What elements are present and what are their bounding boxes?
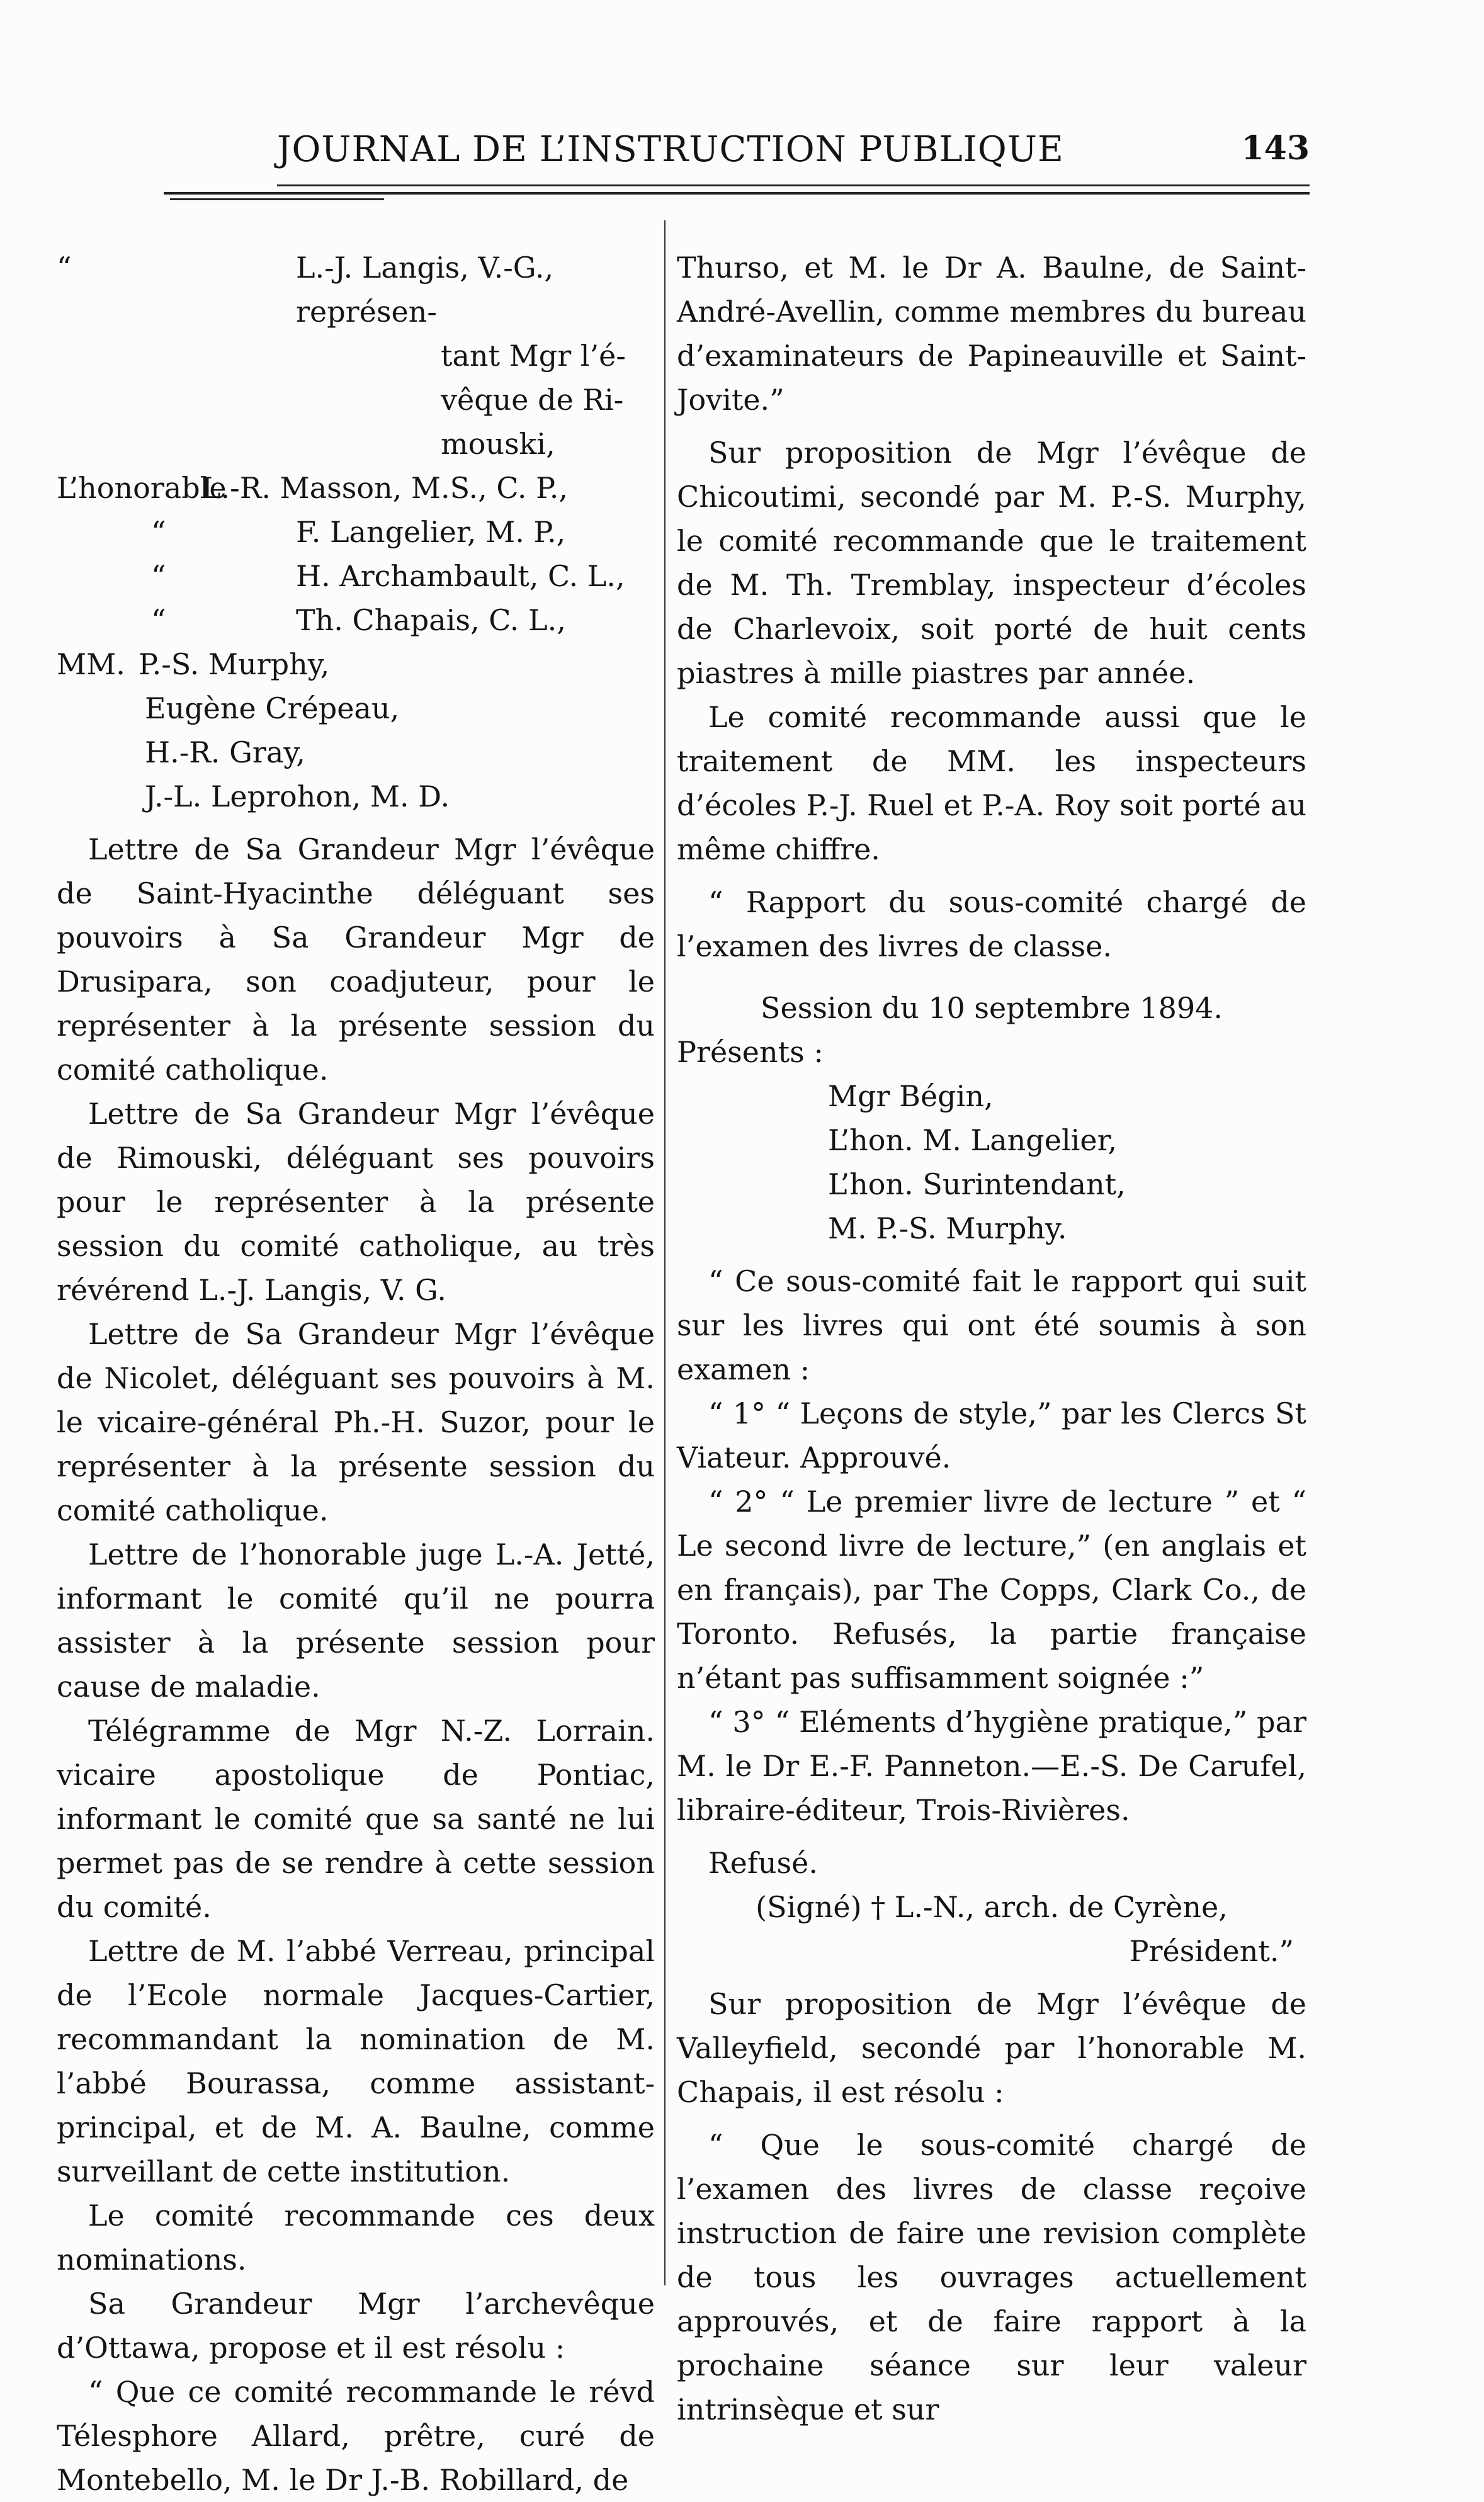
member-prefix: L’honorable xyxy=(57,471,227,505)
member-entry xyxy=(57,466,655,510)
refused-note: Refusé. xyxy=(708,1846,818,1880)
paragraph: Thurso, et M. le Dr A. Baulne, de Saint-André-Avellin, comme membres du bureau d’examinateurs de Papineauville et Saint-Jovite.” xyxy=(677,251,1306,417)
member-name: H.-R. Gray, xyxy=(145,735,305,769)
presents-label: Présents : xyxy=(677,1035,824,1069)
member-entry xyxy=(57,246,655,334)
present-member: L’hon. Surintendant, xyxy=(828,1167,1126,1201)
header-rule-double xyxy=(164,192,1310,195)
right-column xyxy=(677,246,1306,2431)
member-name: L.-R. Masson, M.S., C. P., xyxy=(201,471,569,505)
signature: (Signé) † L.-N., arch. de Cyrène, xyxy=(756,1890,1228,1924)
paragraph: Le comité recommande aussi que le traitement de MM. les inspecteurs d’écoles P.-J. Ruel et P.-A. Roy soit porté au même chiffre. xyxy=(677,700,1306,866)
paragraph: Sur proposition de Mgr l’évêque de Valleyfield, secondé par l’honorable M. Chapais, il est résolu : xyxy=(677,1987,1306,2109)
member-name: Th. Chapais, C. L., xyxy=(296,603,566,637)
member-name: H. Archambault, C. L., xyxy=(296,559,625,593)
page-number: 143 xyxy=(1241,129,1310,167)
member-name: F. Langelier, M. P., xyxy=(296,515,566,549)
present-member: L’hon. M. Langelier, xyxy=(828,1123,1118,1157)
member-name: mouski, xyxy=(441,427,555,461)
paragraph: Lettre de Sa Grandeur Mgr l’évêque de Rimouski, déléguant ses pouvoirs pour le représenter à la présente session du comité catholique, au très révérend L.-J. Langis, V. G. xyxy=(57,1097,655,1307)
paragraph: Lettre de Sa Grandeur Mgr l’évêque de Saint-Hyacinthe déléguant ses pouvoirs à Sa Grandeur Mgr de Drusipara, son coadjuteur, pour le représenter à la présente session du comité catholique. xyxy=(57,832,655,1087)
paragraph: “ 1° “ Leçons de style,” par les Clercs St Viateur. Approuvé. xyxy=(677,1396,1306,1475)
member-entry xyxy=(57,642,655,686)
paragraph: Le comité recommande ces deux nominations. xyxy=(57,2199,655,2277)
member-name: L.-J. Langis, V.-G., représen- xyxy=(296,251,554,329)
session-heading: Session du 10 septembre 1894. xyxy=(760,991,1223,1025)
header-rule xyxy=(277,184,1310,186)
ditto-mark: “ xyxy=(151,515,166,549)
paragraph: Télégramme de Mgr N.-Z. Lorrain. vicaire apostolique de Pontiac, informant le comité que sa santé ne lui permet pas de se rendre à cette session du comité. xyxy=(57,1714,655,1924)
presents-list xyxy=(677,1074,1306,1250)
paragraph: “ 3° “ Eléments d’hygiène pratique,” par M. le Dr E.-F. Panneton.—E.-S. De Carufel, libraire-éditeur, Trois-Rivières. xyxy=(677,1705,1306,1827)
journal-title: JOURNAL DE L’INSTRUCTION PUBLIQUE xyxy=(277,129,1064,170)
paragraph: “ Que le sous-comité chargé de l’examen des livres de classe reçoive instruction de faire une revision complète de tous les ouvrages actuellement approuvés, et de faire rapport à la prochaine séance sur leur valeur intrinsèque et sur xyxy=(677,2128,1306,2426)
ditto-mark: “ xyxy=(57,251,72,285)
member-entry xyxy=(57,598,655,642)
paragraph: Sa Grandeur Mgr l’archevêque d’Ottawa, propose et il est résolu : xyxy=(57,2287,655,2365)
header-rule-short xyxy=(170,198,384,200)
paragraph: “ Rapport du sous-comité chargé de l’examen des livres de classe. xyxy=(677,885,1306,963)
left-column xyxy=(57,246,655,2502)
member-name: Eugène Crépeau, xyxy=(145,691,400,725)
paragraph: Lettre de M. l’abbé Verreau, principal de l’Ecole normale Jacques-Cartier, recommandant la nomination de M. l’abbé Bourassa, comme assistant-principal, et de M. A. Baulne, comme surveillant de cette institution. xyxy=(57,1934,655,2188)
member-entry xyxy=(57,510,655,554)
member-name: J.-L. Leprohon, M. D. xyxy=(145,779,450,813)
paragraph: “ Ce sous-comité fait le rapport qui suit sur les livres qui ont été soumis à son examen : xyxy=(677,1264,1306,1386)
present-member: Mgr Bégin, xyxy=(828,1079,994,1113)
member-prefix: MM. xyxy=(57,647,125,681)
ditto-mark: “ xyxy=(151,559,166,593)
paragraph: Lettre de Sa Grandeur Mgr l’évêque de Nicolet, déléguant ses pouvoirs à M. le vicaire-général Ph.-H. Suzor, pour le représenter à la présente session du comité catholique. xyxy=(57,1317,655,1527)
member-name: vêque de Ri- xyxy=(441,383,624,417)
column-divider xyxy=(664,220,666,2285)
signature-title: Président.” xyxy=(1129,1934,1294,1968)
members-list xyxy=(57,246,655,818)
ditto-mark: “ xyxy=(151,603,166,637)
paragraph: Lettre de l’honorable juge L.-A. Jetté, informant le comité qu’il ne pourra assister à la présente session pour cause de maladie. xyxy=(57,1537,655,1704)
member-entry xyxy=(57,554,655,598)
member-name: tant Mgr l’é- xyxy=(441,339,626,373)
paragraph: “ 2° “ Le premier livre de lecture ” et “ Le second livre de lecture,” (en anglais et en français), par The Copps, Clark Co., de Toronto. Refusés, la partie française n’étant pas suffisamment soignée :” xyxy=(677,1485,1306,1695)
paragraph: “ Que ce comité recommande le révd Télesphore Allard, prêtre, curé de Montebello, M. le Dr J.-B. Robillard, de xyxy=(57,2375,655,2497)
paragraph: Sur proposition de Mgr l’évêque de Chicoutimi, secondé par M. P.-S. Murphy, le comité recommande que le traitement de M. Th. Tremblay, inspecteur d’écoles de Charlevoix, soit porté de huit cents piastres à mille piastres par année. xyxy=(677,436,1306,690)
present-member: M. P.-S. Murphy. xyxy=(828,1211,1067,1245)
member-name: P.-S. Murphy, xyxy=(139,647,330,681)
